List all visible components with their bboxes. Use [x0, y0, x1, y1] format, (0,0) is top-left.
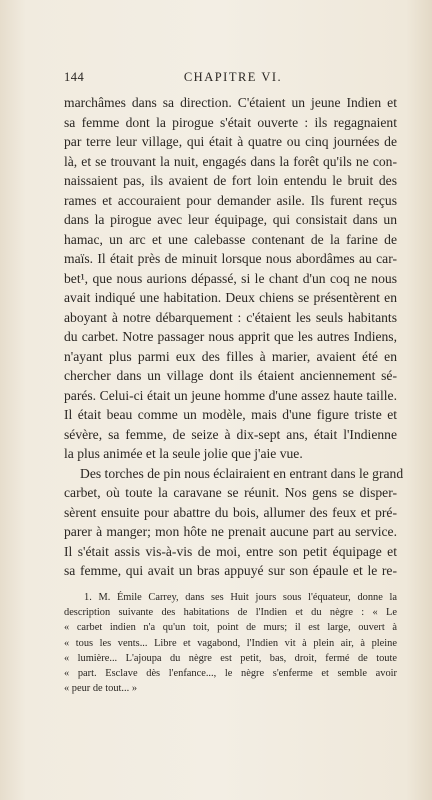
text-line: naissaient pas, ils avaient de fort loin entendu le bruit des: [64, 173, 397, 188]
text-line: parer à manger; mon hôte ne prenait aucune part au service.: [64, 524, 397, 539]
text-line: Des torches de pin nous éclairaient en entrant dans le grand: [80, 465, 404, 481]
text-line: dans la pirogue avec leur équipage, qui consistait dans un: [64, 212, 397, 227]
footnote-line: description suivante des habitations de l'Indien et du nègre : « Le: [64, 607, 397, 619]
page-number: 144: [64, 70, 85, 84]
running-header: [64, 70, 402, 85]
text-line: n'ayant plus parmi eux des filles à marier, avaient été en: [64, 348, 397, 364]
footnote: [64, 590, 397, 696]
text-line: la plus animée et la seule jolie que j'aie vue.: [64, 446, 303, 461]
footnote-line: « peur de tout... »: [64, 683, 138, 695]
text-line: du carbet. Notre passager nous apprit que les autres Indiens,: [64, 329, 397, 344]
text-line: Il était beau comme un modèle, mais d'une figure triste et: [64, 407, 397, 422]
footnote-line: « carbet indien n'a qu'un toit, point de murs; il est large, ouvert à: [64, 622, 397, 634]
text-line: avait indiqué une habitation. Deux chiens se présentèrent en: [64, 290, 397, 305]
text-line: sévère, sa femme, de seize à dix-sept ans, était l'Indienne: [64, 426, 397, 442]
text-line: maïs. Il était près de minuit lorsque nous abordâmes au car-: [64, 251, 397, 266]
footnote-line: « part. Esclave dès l'enfance..., le nègre s'enferme et semble avoir: [64, 667, 397, 679]
text-line: là, et se trouvant la nuit, engagés dans la forêt qu'ils ne con-: [64, 153, 397, 169]
running-title: CHAPITRE VI.: [183, 70, 283, 84]
text-line: Il s'était assis vis-à-vis de moi, entre son petit équipage et: [64, 543, 397, 559]
footnote-line: 1. M. Émile Carrey, dans ses Huit jours sous l'équateur, donne la: [84, 592, 397, 603]
footnote-line: « lumière... L'ajoupa du nègre est petit, bas, droit, fermé de toute: [64, 652, 397, 664]
text-line: marchâmes dans sa direction. C'étaient un jeune Indien et: [64, 95, 397, 110]
text-line: aboyant à notre débarquement : c'étaient les seuls habitants: [64, 309, 397, 325]
text-line: chercher dans un village dont ils étaient anciennement sé-: [64, 368, 397, 383]
footnote-line: « tous les vents... Libre et vagabond, l'Indien vit à plein air, à pleine: [64, 637, 397, 649]
text-line: sèrent ensuite pour abattre du bois, allumer des feux et pré-: [64, 504, 397, 520]
text-line: rames et accouraient pour demander asile. Ils furent reçus: [64, 192, 397, 208]
text-line: bet¹, que nous aurions dépassé, si le chant d'un coq ne nous: [64, 270, 397, 286]
text-line: hamac, un arc et une calebasse contenant de la farine de: [64, 231, 397, 247]
text-line: sa femme, qui avait un bras appuyé sur son épaule et le re-: [64, 563, 397, 578]
main-text: [64, 93, 404, 581]
text-line: parés. Celui-ci était un jeune homme d'une assez haute taille.: [64, 387, 397, 403]
text-line: carbet, où toute la caravane se réunit. Nos gens se disper-: [64, 485, 397, 500]
text-line: par terre leur village, qui était à quatre ou cinq journées de: [64, 134, 397, 149]
text-line: sa femme dont la pirogue s'était ouverte : ils regagnaient: [64, 114, 397, 130]
